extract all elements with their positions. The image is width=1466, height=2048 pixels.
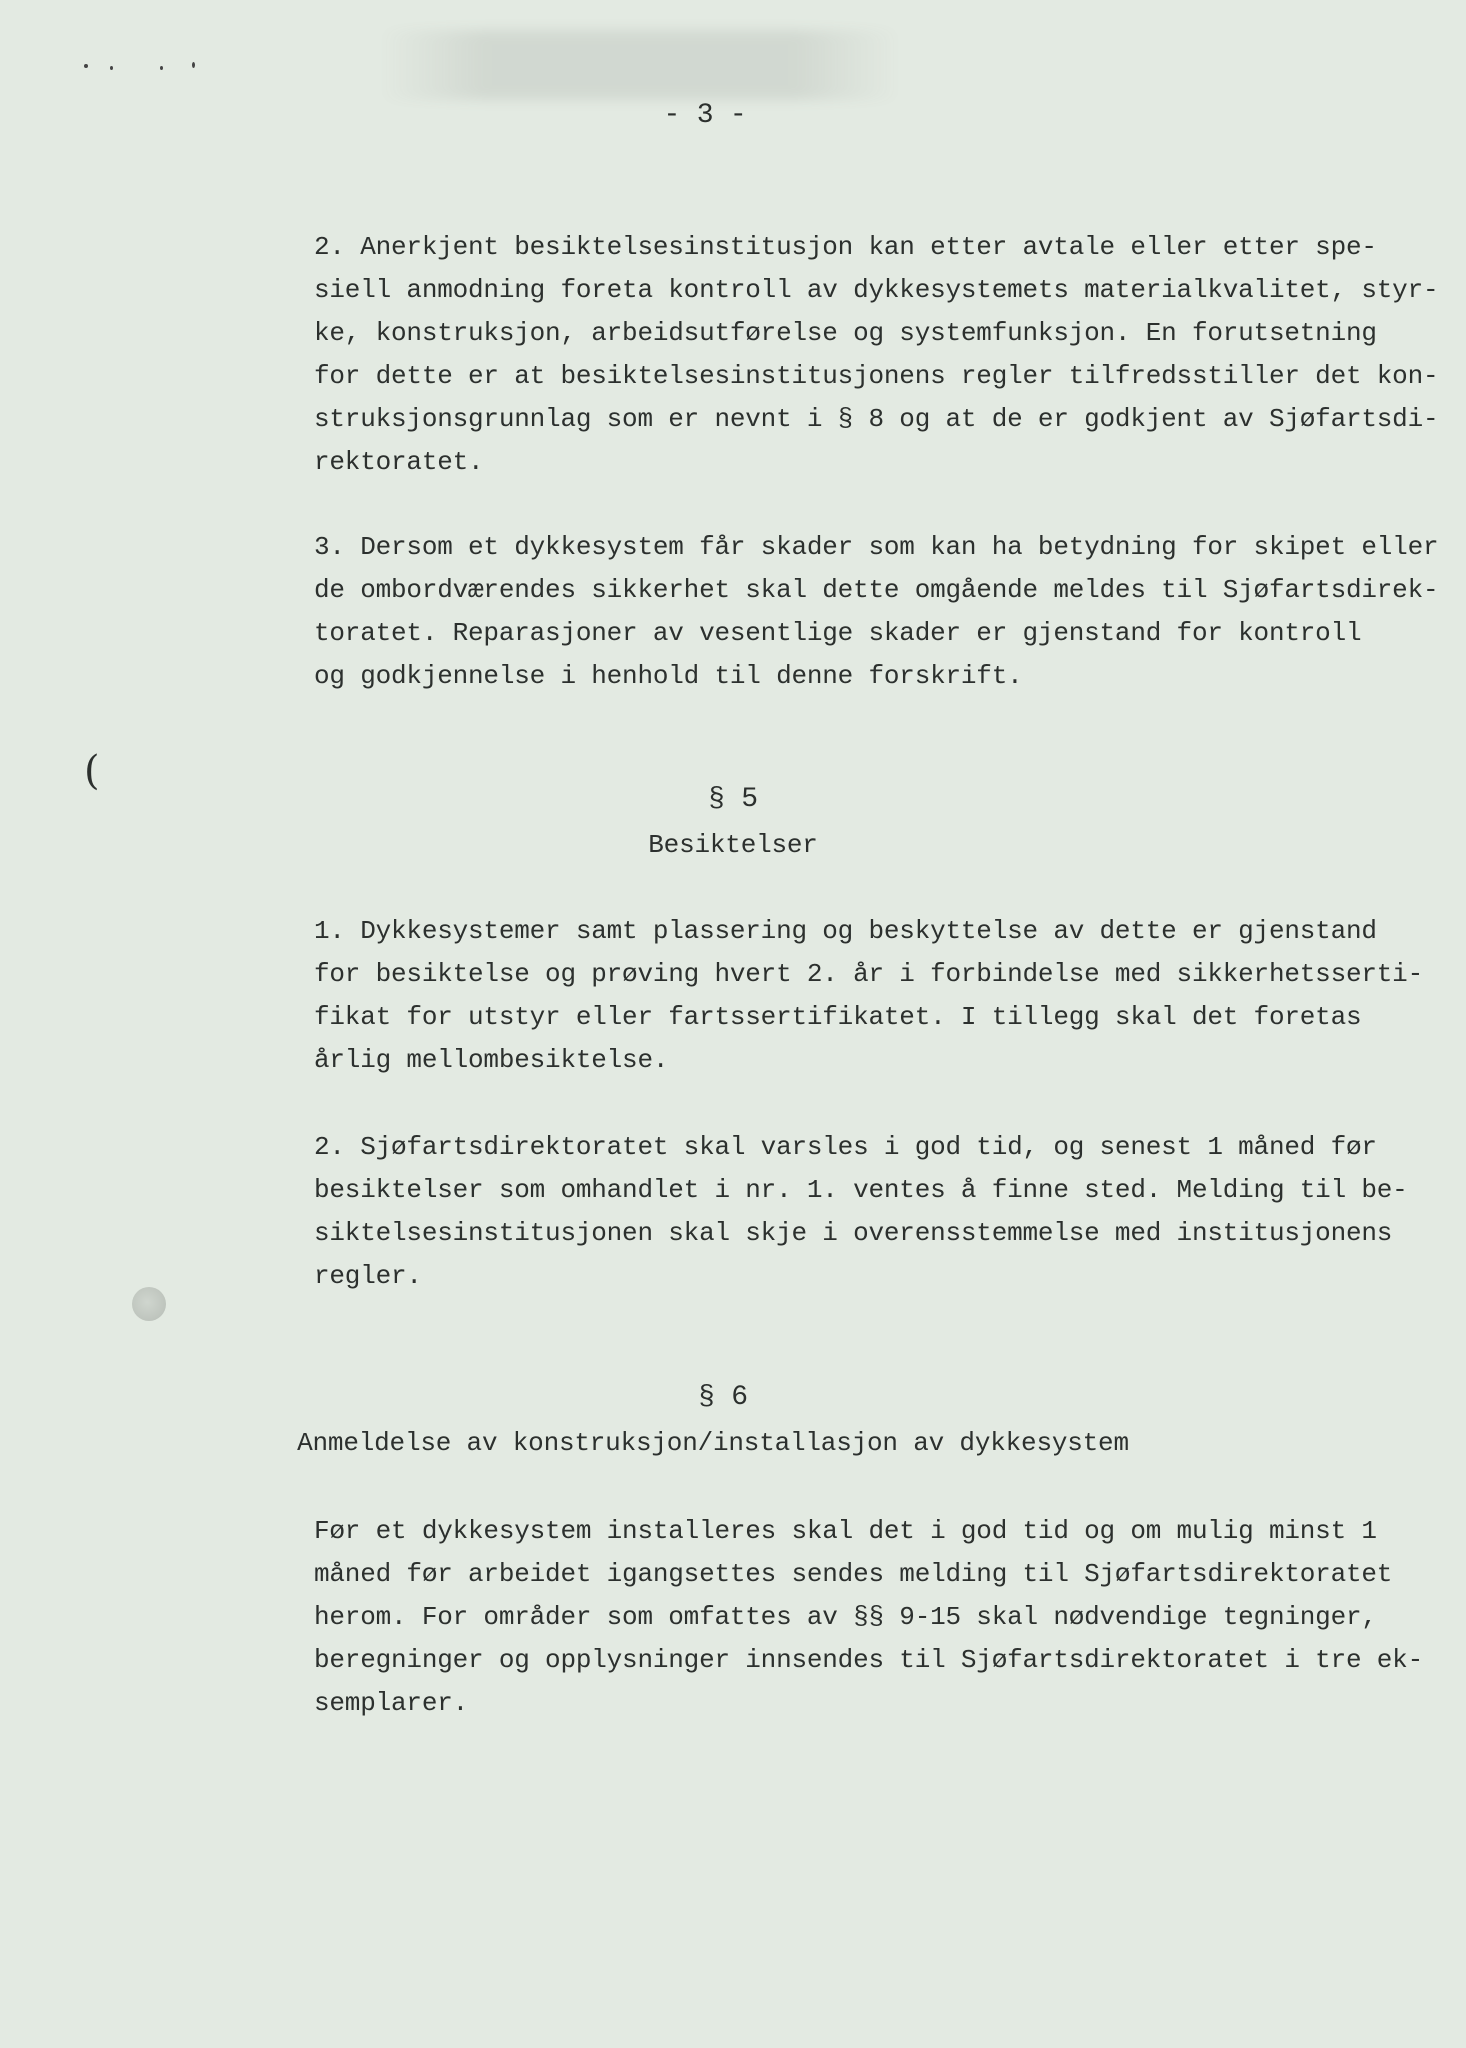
- text-line: ke, konstruksjon, arbeidsutførelse og systemfunksjon. En forutsetning: [314, 318, 1377, 348]
- text-line: 3. Dersom et dykkesystem får skader som kan ha betydning for skipet eller: [314, 532, 1439, 562]
- text-line: måned før arbeidet igangsettes sendes melding til Sjøfartsdirektoratet: [314, 1559, 1393, 1589]
- text-line: 2. Anerkjent besiktelsesinstitusjon kan etter avtale eller etter spe-: [314, 232, 1377, 262]
- text-line: toratet. Reparasjoner av vesentlige skader er gjenstand for kontroll: [314, 618, 1362, 648]
- speck: [192, 62, 195, 68]
- text-line: struksjonsgrunnlag som er nevnt i § 8 og at de er godkjent av Sjøfartsdi-: [314, 404, 1439, 434]
- section-6-title: Anmeldelse av konstruksjon/installasjon av dykkesystem: [297, 1428, 1129, 1458]
- section-5-number: § 5: [708, 784, 758, 815]
- text-line: beregninger og opplysninger innsendes til Sjøfartsdirektoratet i tre ek-: [314, 1645, 1423, 1675]
- text-line: siktelsesinstitusjonen skal skje i overensstemmelse med institusjonens: [314, 1218, 1393, 1248]
- page-number: - 3 -: [663, 100, 747, 131]
- text-line: for dette er at besiktelsesinstitusjonens regler tilfredsstiller det kon-: [314, 361, 1439, 391]
- text-line: de ombordværendes sikkerhet skal dette omgående meldes til Sjøfartsdirek-: [314, 575, 1439, 605]
- punch-hole: [132, 1287, 166, 1321]
- text-line: årlig mellombesiktelse.: [314, 1045, 669, 1075]
- margin-paren-mark: (: [84, 748, 100, 794]
- text-line: rektoratet.: [314, 447, 484, 477]
- text-line: for besiktelse og prøving hvert 2. år i forbindelse med sikkerhetsserti-: [314, 959, 1423, 989]
- section-5-item-1: [314, 910, 1423, 1082]
- text-line: siell anmodning foreta kontroll av dykkesystemets materialkvalitet, styr-: [314, 275, 1439, 305]
- text-line: Før et dykkesystem installeres skal det i god tid og om mulig minst 1: [314, 1516, 1377, 1546]
- section-5-item-2: [314, 1126, 1408, 1298]
- text-line: 2. Sjøfartsdirektoratet skal varsles i god tid, og senest 1 måned før: [314, 1132, 1377, 1162]
- text-line: besiktelser som omhandlet i nr. 1. ventes å finne sted. Melding til be-: [314, 1175, 1408, 1205]
- paragraph-item-2: [314, 226, 1438, 484]
- text-line: semplarer.: [314, 1688, 469, 1718]
- text-line: fikat for utstyr eller fartssertifikatet. I tillegg skal det foretas: [314, 1002, 1362, 1032]
- paragraph-item-3: [314, 526, 1438, 698]
- speck: [110, 66, 113, 70]
- text-line: regler.: [314, 1261, 422, 1291]
- speck: [84, 64, 88, 68]
- speck: [160, 66, 163, 70]
- section-6-paragraph: [314, 1510, 1423, 1725]
- text-line: 1. Dykkesystemer samt plassering og beskyttelse av dette er gjenstand: [314, 916, 1377, 946]
- bleed-through-smudge: [380, 30, 900, 100]
- text-line: herom. For områder som omfattes av §§ 9-15 skal nødvendige tegninger,: [314, 1602, 1377, 1632]
- section-6-number: § 6: [698, 1382, 748, 1413]
- section-5-title: Besiktelser: [648, 830, 818, 860]
- text-line: og godkjennelse i henhold til denne forskrift.: [314, 661, 1023, 691]
